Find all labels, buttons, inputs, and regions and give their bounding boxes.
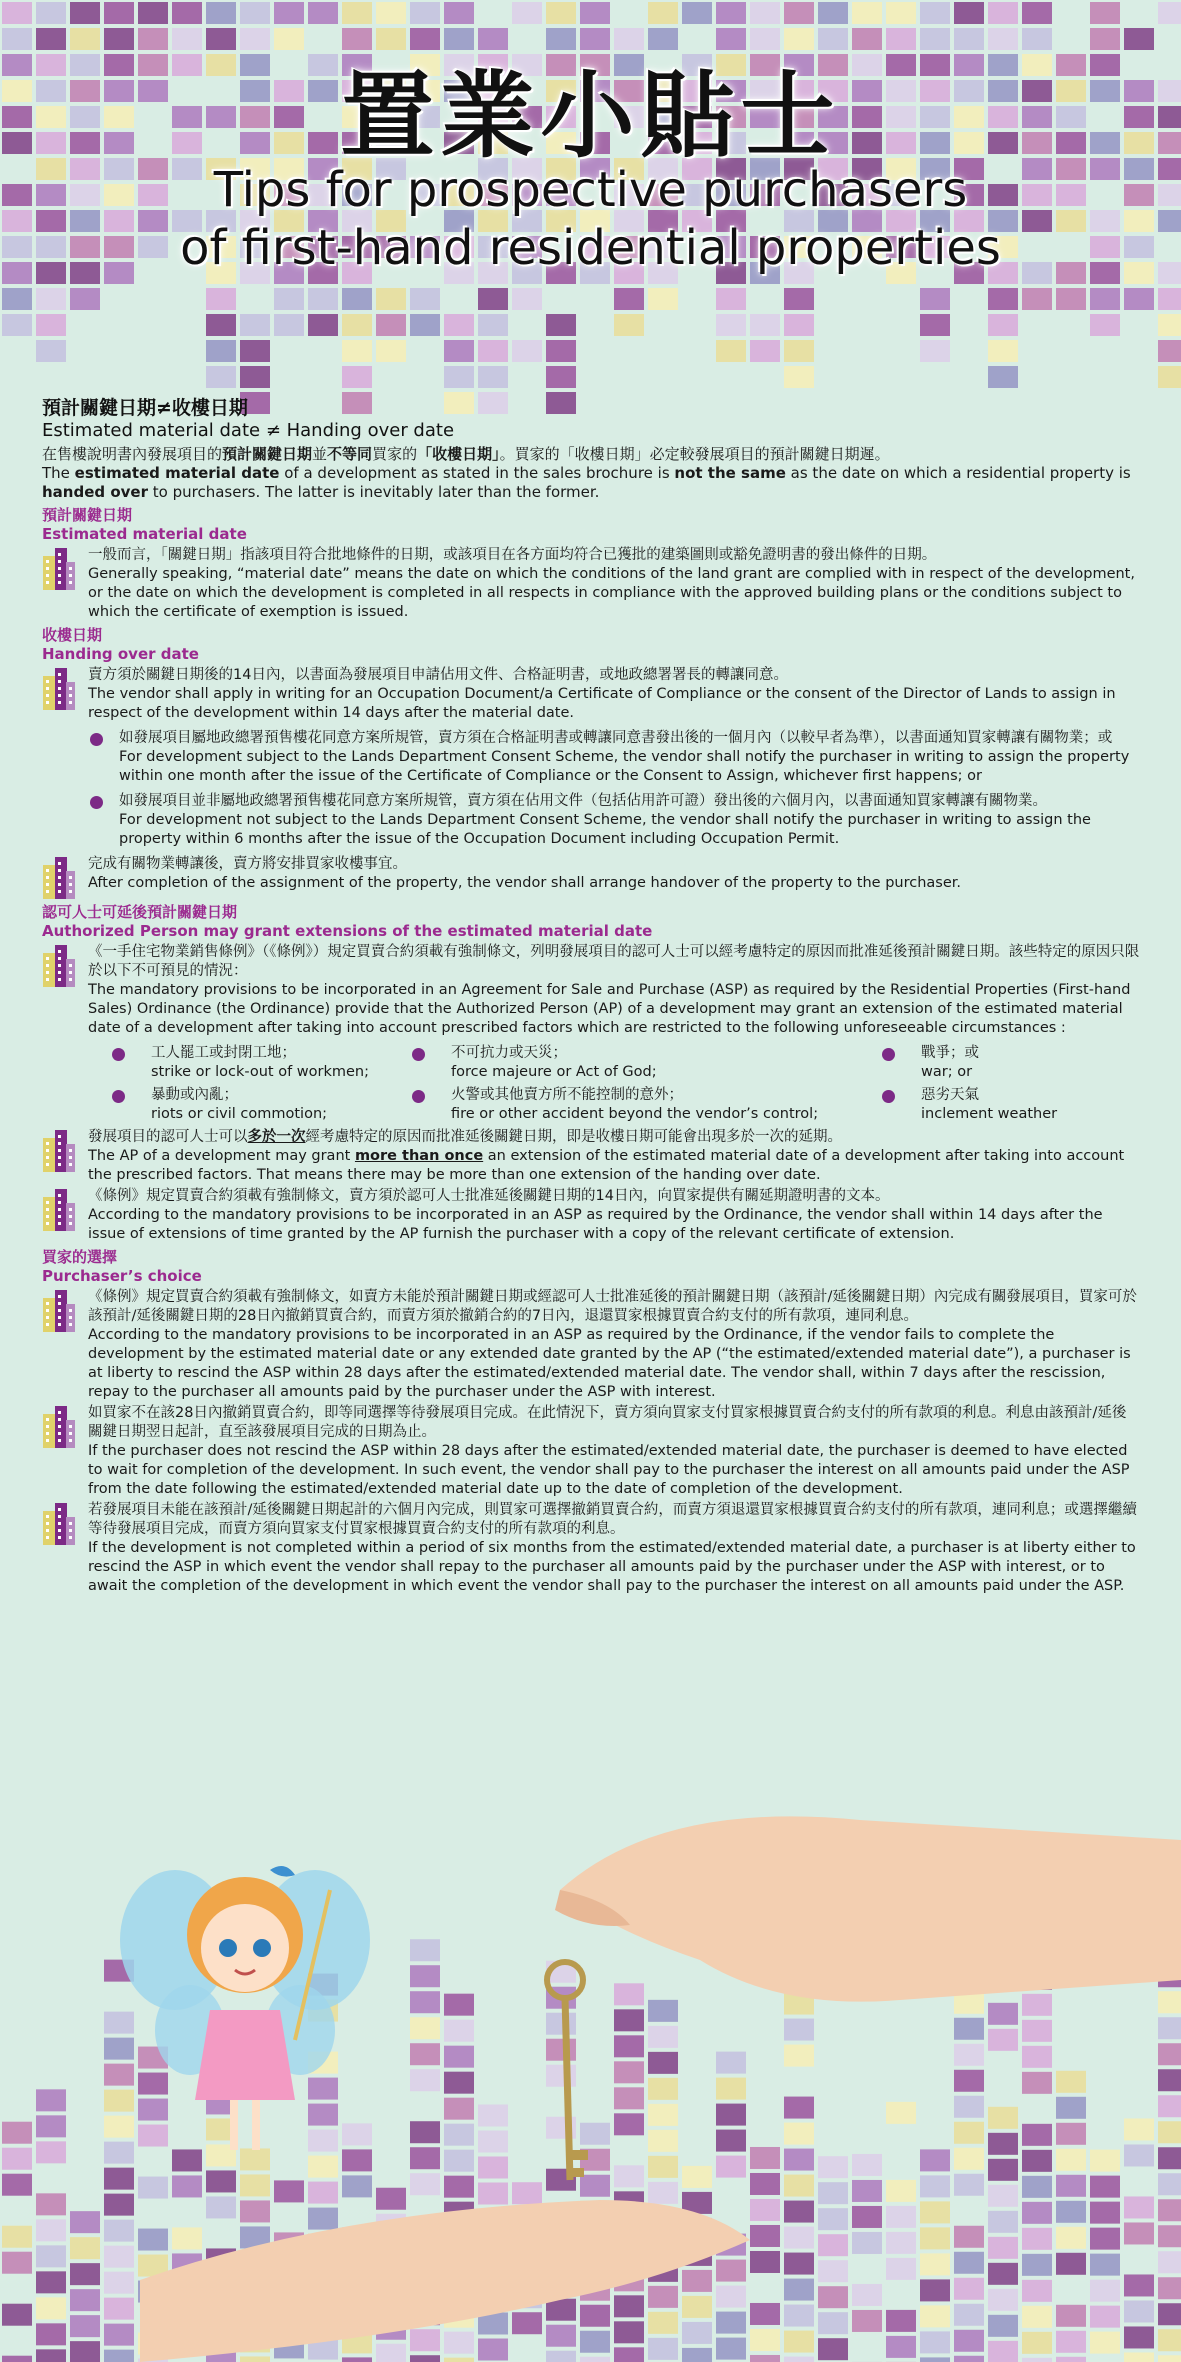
paragraph-en: According to the mandatory provisions to be incorporated in an ASP as required by the Ordinance, if the vendor fails to complete the development by the estimated material date or any extended date granted by the AP (“the estimated/extended material date”), a purchaser is at liberty to rescind the ASP within 28 days after the estimated/extended material date. The vendor shall, within 7 days after the rescission, repay to the purchaser all amounts paid by the purchaser under the ASP with interest. <box>88 1327 1131 1400</box>
building-icon <box>42 1404 76 1448</box>
bullet-icon <box>90 796 103 809</box>
bullet-en: For development subject to the Lands Department Consent Scheme, the vendor shall notify the purchaser in writing to assign the property within one month after the issue of the Certificate of Compliance or the Consent to Assign, whichever first happens; or <box>119 749 1130 784</box>
bullet-icon <box>882 1090 895 1103</box>
paragraph-row <box>42 666 1140 723</box>
paragraph-en: If the development is not completed within a period of six months from the estimated/extended material date, a purchaser is at liberty either to rescind the ASP in which event the vendor shall repay to the purchaser all amounts paid by the purchaser under the ASP with interest, or to await the completion of the development in which event the vendor shall pay to the purchaser the interest on all amounts paid under the ASP. <box>88 1540 1136 1594</box>
sub-heading-zh: 認可人士可延後預計關鍵日期 <box>42 903 238 921</box>
intro-zh: 在售樓說明書內發展項目的預計關鍵日期並不等同買家的「收樓日期」。買家的「收樓日期」必定較發展項目的預計關鍵日期遲。 <box>42 445 890 463</box>
paragraph-zh: 發展項目的認可人士可以多於一次經考慮特定的原因而批准延後關鍵日期，即是收樓日期可能會出現多於一次的延期。 <box>88 1129 842 1145</box>
paragraph-en: The vendor shall apply in writing for an Occupation Document/a Certificate of Compliance or the consent of the Director of Lands to assign in respect of the development within 14 days after the material date. <box>88 686 1116 721</box>
paragraph-row <box>42 1288 1140 1402</box>
paragraph-row <box>42 943 1140 1038</box>
building-icon <box>42 943 76 987</box>
paragraph-row <box>42 1501 1140 1596</box>
hands-passing-key-illustration <box>140 1780 1181 2362</box>
paragraph-row <box>42 546 1140 622</box>
main-content <box>42 396 1140 1596</box>
list-item <box>90 729 1140 786</box>
bullet-icon <box>412 1090 425 1103</box>
paragraph-zh: 賣方須於關鍵日期後的14日內，以書面為發展項目申請佔用文件、合格証明書，或地政總署署長的轉讓同意。 <box>88 667 788 683</box>
paragraph-en: The mandatory provisions to be incorporated in an Agreement for Sale and Purchase (ASP) as required by the Residential Properties (First-hand Sales) Ordinance (the Ordinance) provide that the Authorized Person (AP) of a development may grant an extension of the estimated material date of a development after taking into account prescribed factors which are restricted to the following unforeseeable circumstances : <box>88 982 1131 1036</box>
building-icon <box>42 855 76 899</box>
bullet-icon <box>882 1048 895 1061</box>
key-icon <box>547 1962 588 2180</box>
paragraph-zh: 完成有關物業轉讓後，賣方將安排買家收樓事宜。 <box>88 856 407 872</box>
sub-heading-zh: 買家的選擇 <box>42 1248 118 1266</box>
paragraph-zh: 若發展項目未能在該預計/延後關鍵日期起計的六個月內完成，則買家可選擇撤銷買賣合約，而賣方須退還買家根據買賣合約支付的所有款項，連同利息；或選擇繼續等待發展項目完成，而賣方須向買家支付買家根據買賣合約支付的所有款項的利息。 <box>88 1502 1137 1537</box>
bullet-icon <box>90 733 103 746</box>
building-icon <box>42 546 76 590</box>
building-icon <box>42 1128 76 1172</box>
sub-heading-en: Purchaser’s choice <box>42 1267 202 1285</box>
paragraph-zh: 一般而言，「關鍵日期」指該項目符合批地條件的日期，或該項目在各方面均符合已獲批的建築圖則或豁免證明書的發出條件的日期。 <box>88 547 937 563</box>
bullet-icon <box>412 1048 425 1061</box>
bullet-en: For development not subject to the Lands Department Consent Scheme, the vendor shall notify the purchaser in writing to assign the property within 6 months after the issue of the Occupation Document including Occupation Permit. <box>119 812 1091 847</box>
bullet-icon <box>112 1090 125 1103</box>
building-icon <box>42 666 76 710</box>
paragraph-zh: 《條例》規定買賣合約須載有強制條文，如賣方未能於預計關鍵日期或經認可人士批准延後的預計關鍵日期（該預計/延後關鍵日期）內完成有關發展項目，買家可於該預計/延後關鍵日期的28日內撤銷買賣合約，而賣方須於撤銷合約的7日內，退還買家根據買賣合約支付的所有款項，連同利息。 <box>88 1289 1137 1324</box>
paragraph-en: If the purchaser does not rescind the ASP within 28 days after the estimated/extended material date, the purchaser is deemed to have elected to wait for completion of the development. In such event, the vendor shall pay to the purchaser the interest on all amounts paid under the ASP from the date following the estimated/extended material date up to the date of completion of the development. <box>88 1443 1130 1497</box>
page-title-zh: 置業小貼士 <box>340 62 841 171</box>
paragraph-zh: 如買家不在該28日內撤銷買賣合約，即等同選擇等待發展項目完成。在此情況下，賣方須向買家支付買家根據買賣合約支付的所有款項的利息。利息由該預計/延後關鍵日期翌日起計，直至該發展項目完成的日期為止。 <box>88 1405 1127 1440</box>
paragraph-zh: 《條例》規定買賣合約須載有強制條文，賣方須於認可人士批准延後關鍵日期的14日內，向買家提供有關延期證明書的文本。 <box>88 1188 890 1204</box>
list-item <box>90 792 1140 849</box>
paragraph-zh: 《一手住宅物業銷售條例》（《條例》）規定買賣合約須載有強制條文，列明發展項目的認可人士可以經考慮特定的原因而批准延後預計關鍵日期。該些特定的原因只限於以下不可預見的情況： <box>88 944 1140 979</box>
bullet-zh: 如發展項目屬地政總署預售樓花同意方案所規管，賣方須在合格証明書或轉讓同意書發出後的一個月內（以較早者為準），以書面通知買家轉讓有關物業；或 <box>119 730 1113 746</box>
circumstances-list <box>112 1044 1140 1124</box>
list-item: 戰爭；或 war; or <box>882 1044 1132 1082</box>
paragraph-row <box>42 1404 1140 1499</box>
page-title-en-line2: of first-hand residential properties <box>180 220 1001 276</box>
paragraph-row <box>42 1187 1140 1244</box>
section-heading-en: Estimated material date ≠ Handing over date <box>42 420 455 441</box>
sub-heading-zh: 預計關鍵日期 <box>42 506 133 524</box>
paragraph-en: The AP of a development may grant more than once an extension of the estimated material date of a development after taking into account the prescribed factors. That means there may be more than one extension of the handing over date. <box>88 1148 1125 1183</box>
bullet-zh: 如發展項目並非屬地政總署預售樓花同意方案所規管，賣方須在佔用文件（包括佔用許可證）發出後的六個月內，以書面通知買家轉讓有關物業。 <box>119 793 1047 809</box>
list-item: 不可抗力或天災； force majeure or Act of God; <box>412 1044 882 1082</box>
building-icon <box>42 1288 76 1332</box>
building-icon <box>42 1187 76 1231</box>
intro-en: The estimated material date of a development as stated in the sales brochure is not the same as the date on which a residential property is handed over to purchasers. The latter is inevitably later than the former. <box>42 464 1131 501</box>
list-item: 惡劣天氣 inclement weather <box>882 1086 1132 1124</box>
section-heading-zh: 預計關鍵日期≠收樓日期 <box>42 397 248 419</box>
sub-heading-en: Handing over date <box>42 645 199 663</box>
page-title-en-line1: Tips for prospective purchasers <box>213 162 968 218</box>
list-item: 暴動或內亂； riots or civil commotion; <box>112 1086 412 1124</box>
sub-heading-en: Estimated material date <box>42 525 247 543</box>
paragraph-row <box>42 855 1140 899</box>
list-item: 工人罷工或封閉工地； strike or lock-out of workmen; <box>112 1044 412 1082</box>
building-icon <box>42 1501 76 1545</box>
paragraph-en: According to the mandatory provisions to be incorporated in an ASP as required by the Ordinance, the vendor shall within 14 days after the issue of extensions of time granted by the AP furnish the purchaser with a copy of the relevant certificate of extension. <box>88 1207 1103 1242</box>
paragraph-en: Generally speaking, “material date” means the date on which the conditions of the land grant are complied with in respect of the development, or the date on which the development is completed in all respects in compliance with the approved building plans or the conditions subject to which the certificate of exemption is issued. <box>88 566 1135 620</box>
bullet-icon <box>112 1048 125 1061</box>
list-item: 火警或其他賣方所不能控制的意外； fire or other accident beyond the vendor’s control; <box>412 1086 882 1124</box>
paragraph-row <box>42 1128 1140 1185</box>
sub-heading-en: Authorized Person may grant extensions of the estimated material date <box>42 922 653 940</box>
sub-heading-zh: 收樓日期 <box>42 626 103 644</box>
paragraph-en: After completion of the assignment of the property, the vendor shall arrange handover of the property to the purchaser. <box>88 875 962 891</box>
